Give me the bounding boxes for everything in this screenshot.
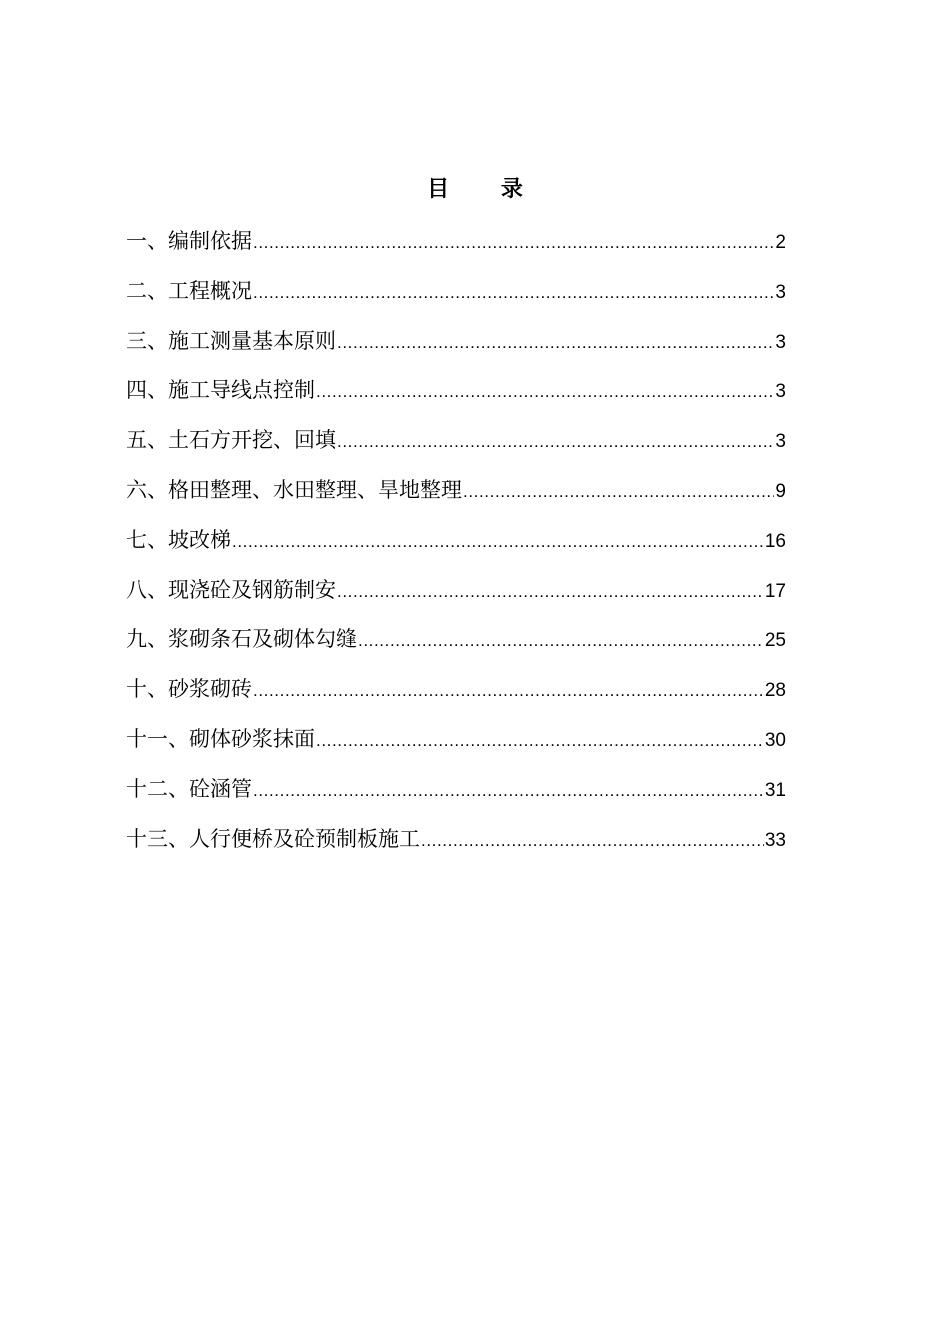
toc-entry-label: 十一、砌体砂浆抹面 [126, 726, 315, 751]
toc-entry[interactable] [126, 818, 786, 868]
toc-entry-page: 30 [764, 729, 786, 751]
toc-dot-leader [358, 619, 764, 662]
toc-entry-label: 十三、人行便桥及砼预制板施工 [126, 826, 420, 851]
toc-dot-leader [337, 321, 774, 364]
toc-dot-leader [316, 370, 774, 413]
toc-entry-label: 三、施工测量基本原则 [126, 328, 336, 353]
toc-entry-label: 九、浆砌条石及砌体勾缝 [126, 627, 357, 652]
toc-entry[interactable] [126, 469, 786, 519]
toc-dot-leader [253, 221, 774, 264]
toc-entry-page: 2 [775, 232, 786, 253]
toc-entry-label: 一、编制依据 [126, 229, 252, 253]
toc-entry[interactable] [126, 718, 786, 768]
toc-entry-page: 3 [775, 281, 786, 303]
toc-dot-leader [421, 819, 764, 862]
toc-entry[interactable] [126, 618, 786, 668]
toc-dot-leader [463, 470, 774, 513]
toc-title: 目 录 [427, 176, 545, 202]
toc-entry-page: 17 [764, 580, 786, 602]
toc-entry[interactable] [126, 369, 786, 419]
toc-dot-leader [316, 719, 764, 762]
toc-dot-leader [337, 420, 774, 463]
toc-entry[interactable] [126, 668, 786, 718]
toc-entry-label: 四、施工导线点控制 [126, 378, 315, 403]
toc-entry-label: 十、砂浆砌砖 [126, 677, 252, 702]
toc-entry-page: 31 [764, 779, 786, 801]
toc-entry-page: 9 [775, 480, 786, 502]
toc-entry-page: 33 [764, 829, 786, 851]
toc-entry[interactable] [126, 220, 786, 270]
toc-entry[interactable] [126, 419, 786, 469]
toc-entry-label: 二、工程概况 [126, 278, 252, 303]
toc-dot-leader [232, 520, 764, 563]
toc-dot-leader [253, 769, 764, 812]
toc-entry-page: 16 [764, 530, 786, 552]
toc-entry-label: 七、坡改梯 [126, 527, 231, 552]
toc-entry-page: 25 [764, 630, 786, 652]
toc-entry-label: 十二、砼涵管 [126, 776, 252, 801]
toc-entry[interactable] [126, 519, 786, 569]
toc-entry-page: 3 [775, 381, 786, 403]
toc-dot-leader [253, 271, 774, 314]
toc-dot-leader [337, 570, 764, 613]
toc-entry[interactable] [126, 768, 786, 818]
toc-entry-page: 3 [775, 331, 786, 353]
toc-entry[interactable] [126, 320, 786, 370]
toc-entry-page: 28 [764, 680, 786, 702]
toc-entry-label: 五、土石方开挖、回填 [126, 428, 336, 453]
toc-entry-page: 3 [775, 431, 786, 453]
toc-entry-label: 八、现浇砼及钢筋制安 [126, 577, 336, 602]
toc-entry[interactable] [126, 270, 786, 320]
toc-entry-label: 六、格田整理、水田整理、旱地整理 [126, 477, 462, 502]
toc-dot-leader [253, 669, 764, 712]
toc-list [126, 220, 786, 867]
toc-entry[interactable] [126, 569, 786, 619]
